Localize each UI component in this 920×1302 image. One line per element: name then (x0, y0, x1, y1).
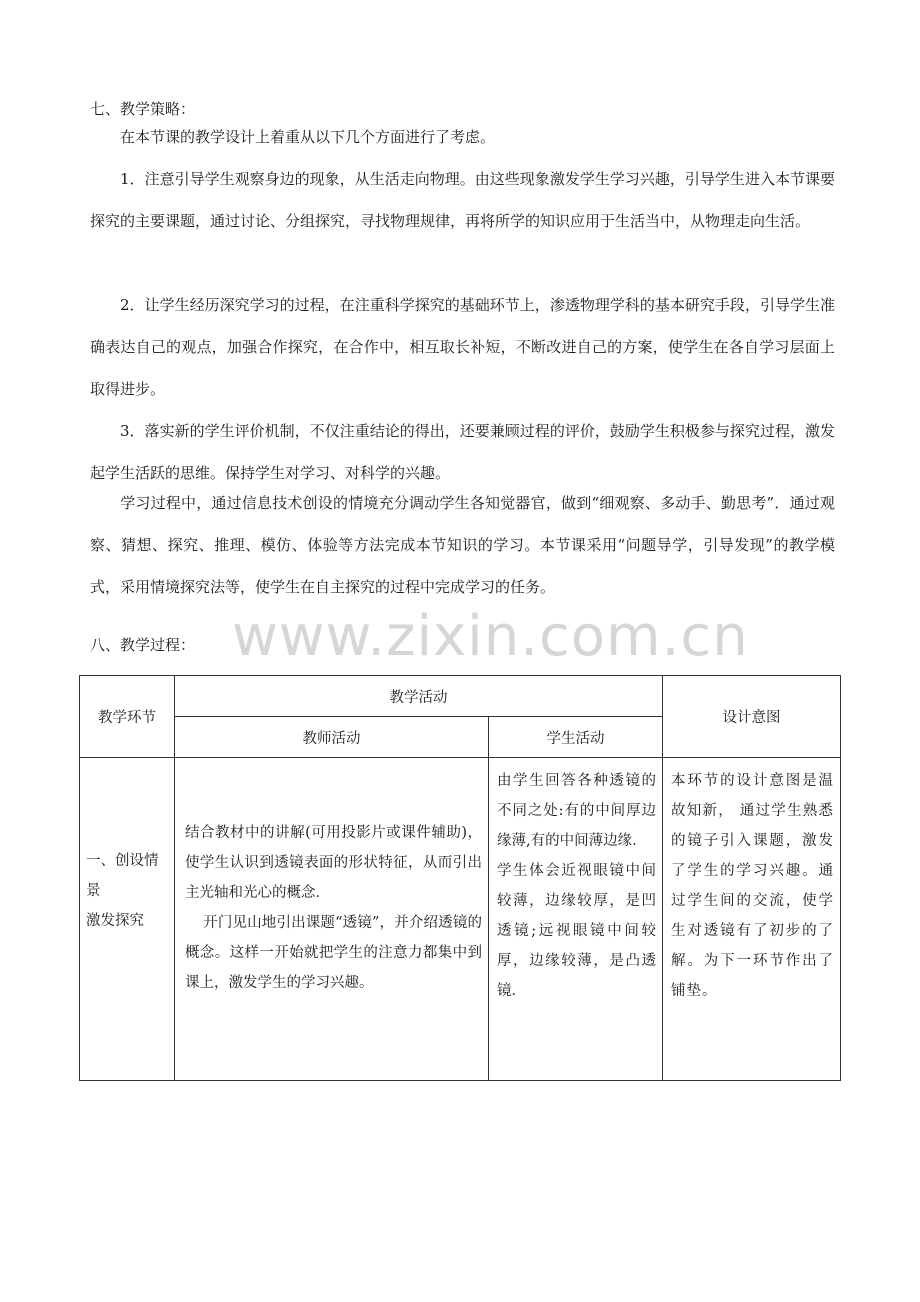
header-student-activity: 学生活动 (489, 717, 663, 758)
strategy-point-3: 3．落实新的学生评价机制，不仅注重结论的得出，还要兼顾过程的评价，鼓励学生积极参与探究过程，激发起学生活跃的思维。保持学生对学习、对科学的兴趣。 (90, 422, 835, 482)
section-8-heading: 八、教学过程： (90, 636, 196, 654)
stage-line: 景 (86, 883, 101, 899)
section-7-intro: 在本节课的教学设计上着重从以下几个方面进行了考虑。 (120, 128, 496, 146)
header-teacher-activity: 教师活动 (175, 717, 489, 758)
header-stage: 教学环节 (80, 676, 175, 758)
teacher-activity-cell (175, 758, 489, 1081)
strategy-point-2: 2．让学生经历深究学习的过程，在注重科学探究的基础环节上，渗透物理学科的基本研究手段，引导学生准确表达自己的观点，加强合作探究，在合作中，相互取长补短，不断改进自己的方案，使学生在各自学习层面上取得进步。 (90, 296, 835, 398)
student-activity-paragraph: 由学生回答各种透镜的不同之处:有的中间厚边缘薄,有的中间薄边缘． (497, 773, 656, 849)
watermark: www.zixin.com.cn (232, 604, 749, 669)
stage-line: 一、创设情 (86, 853, 159, 869)
student-activity-cell (489, 758, 663, 1081)
teacher-activity-paragraph: 开门见山地引出课题“透镜”，并介绍透镜的概念。这样一开始就把学生的注意力都集中到课上，激发学生的学习兴趣。 (185, 915, 482, 991)
stage-line: 激发探究 (86, 913, 144, 929)
student-activity-paragraph: 学生体会近视眼镜中间较薄，边缘较厚，是凹透镜;远视眼镜中间较厚，边缘较薄，是凸透镜． (497, 863, 656, 999)
strategy-point-1: 1．注意引导学生观察身边的现象，从生活走向物理。由这些现象激发学生学习兴趣，引导学生进入本节课要探究的主要课题，通过讨论、分组探究，寻找物理规律，再将所学的知识应用于生活当中，从物理走向生活。 (90, 170, 835, 230)
section-7-heading: 七、教学策略： (90, 100, 196, 118)
stage-cell (80, 758, 175, 1081)
header-intent: 设计意图 (663, 676, 841, 758)
design-intent-cell (663, 758, 841, 1081)
teacher-activity-paragraph: 结合教材中的讲解(可用投影片或课件辅助)，使学生认识到透镜表面的形状特征，从而引出主光轴和光心的概念． (185, 825, 482, 901)
header-activity: 教学活动 (175, 676, 663, 717)
design-intent-text: 本环节的设计意图是温故知新， 通过学生熟悉的镜子引入课题，激发了学生的学习兴趣。通过学生间的交流，使学生对透镜有了初步的了解。为下一环节作出了铺垫。 (671, 773, 834, 999)
strategy-summary: 学习过程中，通过信息技术创设的情境充分调动学生各知觉器官，做到“细观察、多动手、勤思考”．通过观察、猜想、探究、推理、模仿、体验等方法完成本节知识的学习。本节课采用“问题导学，引导发现”的教学模式，采用情境探究法等，使学生在自主探究的过程中完成学习的任务。 (90, 494, 835, 596)
teaching-process-table (79, 675, 841, 1081)
